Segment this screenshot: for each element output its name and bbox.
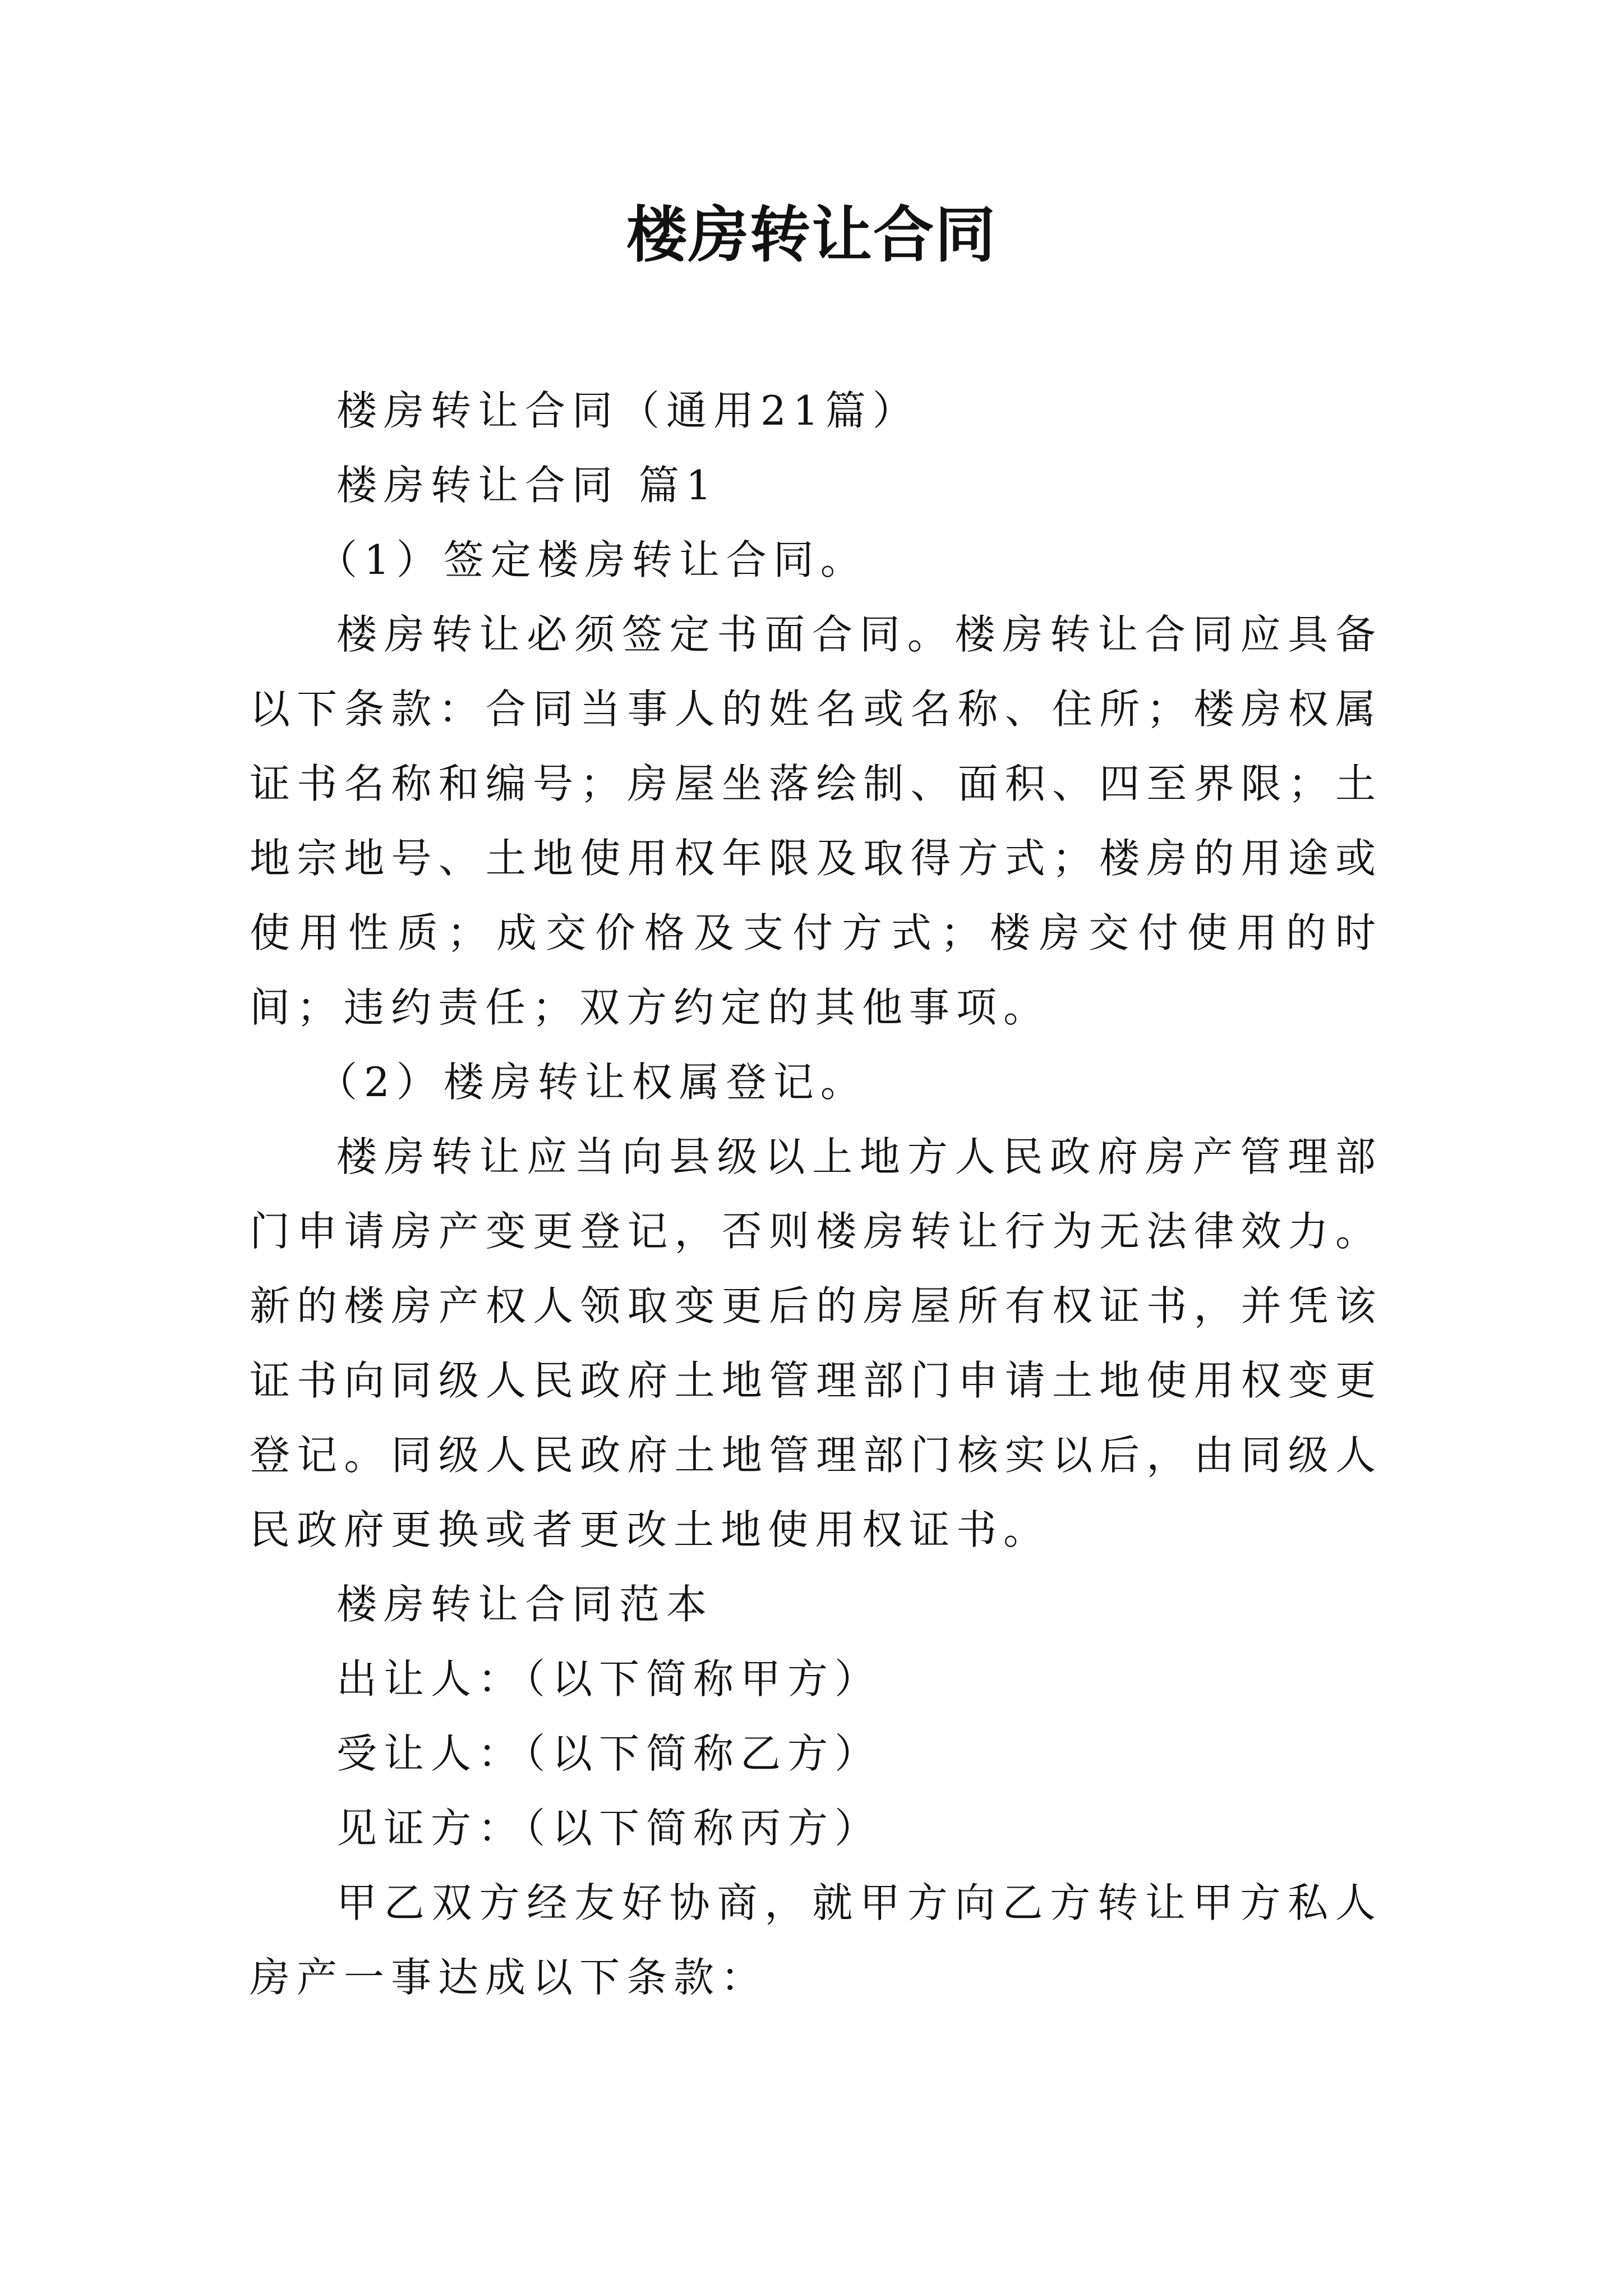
paragraph-section-heading: 楼房转让合同 篇1 [336, 462, 718, 509]
paragraph-party-b: 受让人：（以下简称乙方） [336, 1730, 882, 1777]
paragraph-item-2-heading: （2）楼房转让权属登记。 [317, 1059, 868, 1106]
paragraph-party-a: 出让人：（以下简称甲方） [336, 1655, 882, 1703]
paragraph-subtitle: 楼房转让合同（通用21篇） [336, 387, 920, 434]
paragraph-item-1-heading: （1）签定楼房转让合同。 [317, 536, 868, 583]
paragraph-witness: 见证方：（以下简称丙方） [336, 1805, 882, 1852]
paragraph-agreement-intro: 甲乙双方经友好协商，就甲方向乙方转让甲方私人房产一事达成以下条款： [250, 1879, 1382, 2001]
paragraph-item-1-body: 楼房转让必须签定书面合同。楼房转让合同应具备以下条款：合同当事人的姓名或名称、住所；楼房权属证书名称和编号；房屋坐落绘制、面积、四至界限；土地宗地号、土地使用权年限及取得方式；楼房的用途或使用性质；成交价格及支付方式；楼房交付使用的时间；违约责任；双方约定的其他事项。 [250, 611, 1382, 1031]
document-title: 楼房转让合同 [626, 200, 997, 270]
paragraph-item-2-body: 楼房转让应当向县级以上地方人民政府房产管理部门申请房产变更登记，否则楼房转让行为无法律效力。新的楼房产权人领取变更后的房屋所有权证书，并凭该证书向同级人民政府土地管理部门申请土地使用权变更登记。同级人民政府土地管理部门核实以后，由同级人民政府更换或者更改土地使用权证书。 [250, 1133, 1382, 1553]
paragraph-template-heading: 楼房转让合同范本 [336, 1581, 714, 1628]
document-body [250, 374, 1382, 2015]
